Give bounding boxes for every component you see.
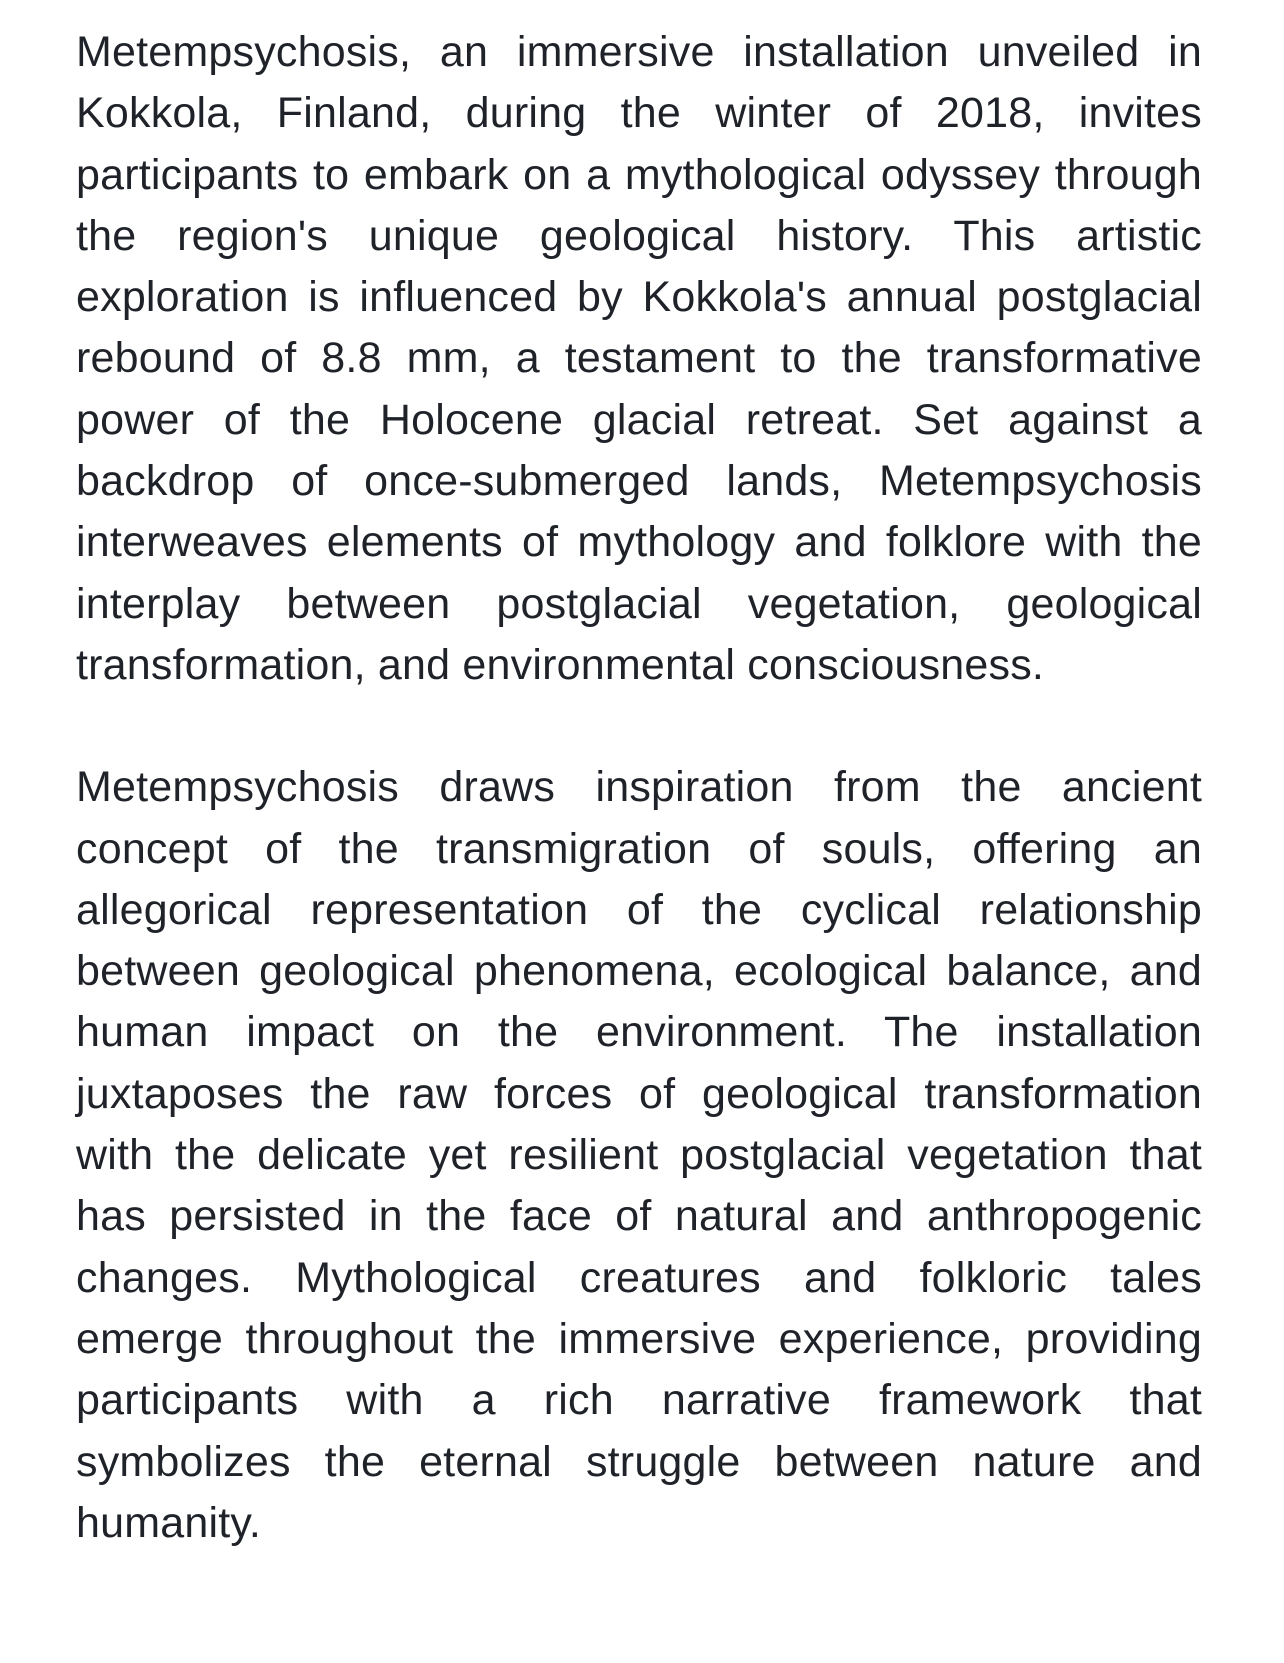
paragraph-inspiration: Metempsychosis draws inspiration from the ancient concept of the transmigration of souls, offering an allegorical representation of the cyclical relationship between geological phenomena, ecological balance, and human impact on the environment. The installation juxtaposes the raw forces of geological transformation with the delicate yet resilient postglacial vegetation that has persisted in the face of natural and anthropogenic changes. Mythological creatures and folkloric tales emerge throughout the immersive experience, providing participants with a rich narrative framework that symbolizes the eternal struggle between nature and humanity. — [76, 763, 1202, 1547]
article-body — [76, 22, 1202, 1554]
paragraph-intro: Metempsychosis, an immersive installation unveiled in Kokkola, Finland, during the winter of 2018, invites participants to embark on a mythological odyssey through the region's unique geological history. This artistic exploration is influenced by Kokkola's annual postglacial rebound of 8.8 mm, a testament to the transformative power of the Holocene glacial retreat. Set against a backdrop of once-submerged lands, Metempsychosis interweaves elements of mythology and folklore with the interplay between postglacial vegetation, geological transformation, and environmental consciousness. — [76, 28, 1202, 689]
